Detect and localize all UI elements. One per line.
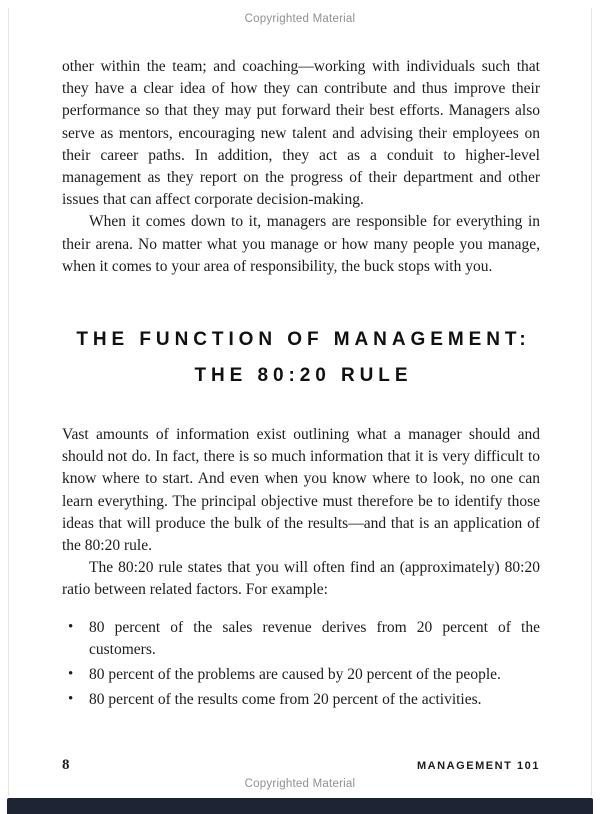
running-title: MANAGEMENT 101 [416, 760, 540, 772]
body-paragraph-3: Vast amounts of information exist outlining what a manager should and should not do. In fact, there is so much information that it is very difficult to know where to start. And even when you know where to look, no one can learn everything. The principal objective must therefore be to identify those ideas that will produce the bulk of the results—and that is an application of the 80:20 rule. [62, 426, 540, 555]
page-edge-left [8, 8, 9, 796]
body-paragraph-2: When it comes down to it, managers are responsible for everything in their arena. No matter what you manage or how many people you manage, when it comes to your area of responsibility, the buck stops with you. [62, 213, 540, 275]
page-edge-right [591, 8, 592, 796]
list-item-text: 80 percent of the problems are caused by 20 percent of the people. [89, 666, 501, 684]
book-cover-edge [7, 798, 593, 814]
list-item [68, 617, 540, 661]
body-paragraph-4: The 80:20 rule states that you will often find an (approximately) 80:20 ratio between related factors. For example: [62, 559, 540, 599]
bullet-list [62, 617, 540, 712]
list-item [68, 664, 540, 686]
copyright-notice-top: Copyrighted Material [244, 13, 356, 25]
page-number: 8 [62, 757, 70, 773]
bullet-icon: • [68, 618, 74, 635]
bullet-icon: • [68, 666, 74, 683]
list-item [68, 689, 540, 711]
page-content [62, 56, 540, 714]
body-paragraph-1: other within the team; and coaching—working with individuals such that they have a clear idea of how they can contribute and thus improve their performance so that they may put forward their best efforts. Managers also serve as mentors, encouraging new talent and advising their employees on their career paths. In addition, they act as a conduit to higher-level management as they report on the progress of their department and other issues that can affect corporate decision-making. [62, 58, 540, 209]
list-item-text: 80 percent of the sales revenue derives from 20 percent of the customers. [89, 618, 540, 658]
section-heading [62, 322, 540, 394]
copyright-notice-bottom: Copyrighted Material [244, 778, 356, 790]
page-footer [62, 757, 540, 774]
bullet-icon: • [68, 691, 74, 708]
list-item-text: 80 percent of the results come from 20 percent of the activities. [89, 691, 482, 709]
section-heading-line-1: THE FUNCTION OF MANAGEMENT: [76, 329, 531, 351]
section-heading-line-2: THE 80:20 RULE [194, 365, 413, 387]
